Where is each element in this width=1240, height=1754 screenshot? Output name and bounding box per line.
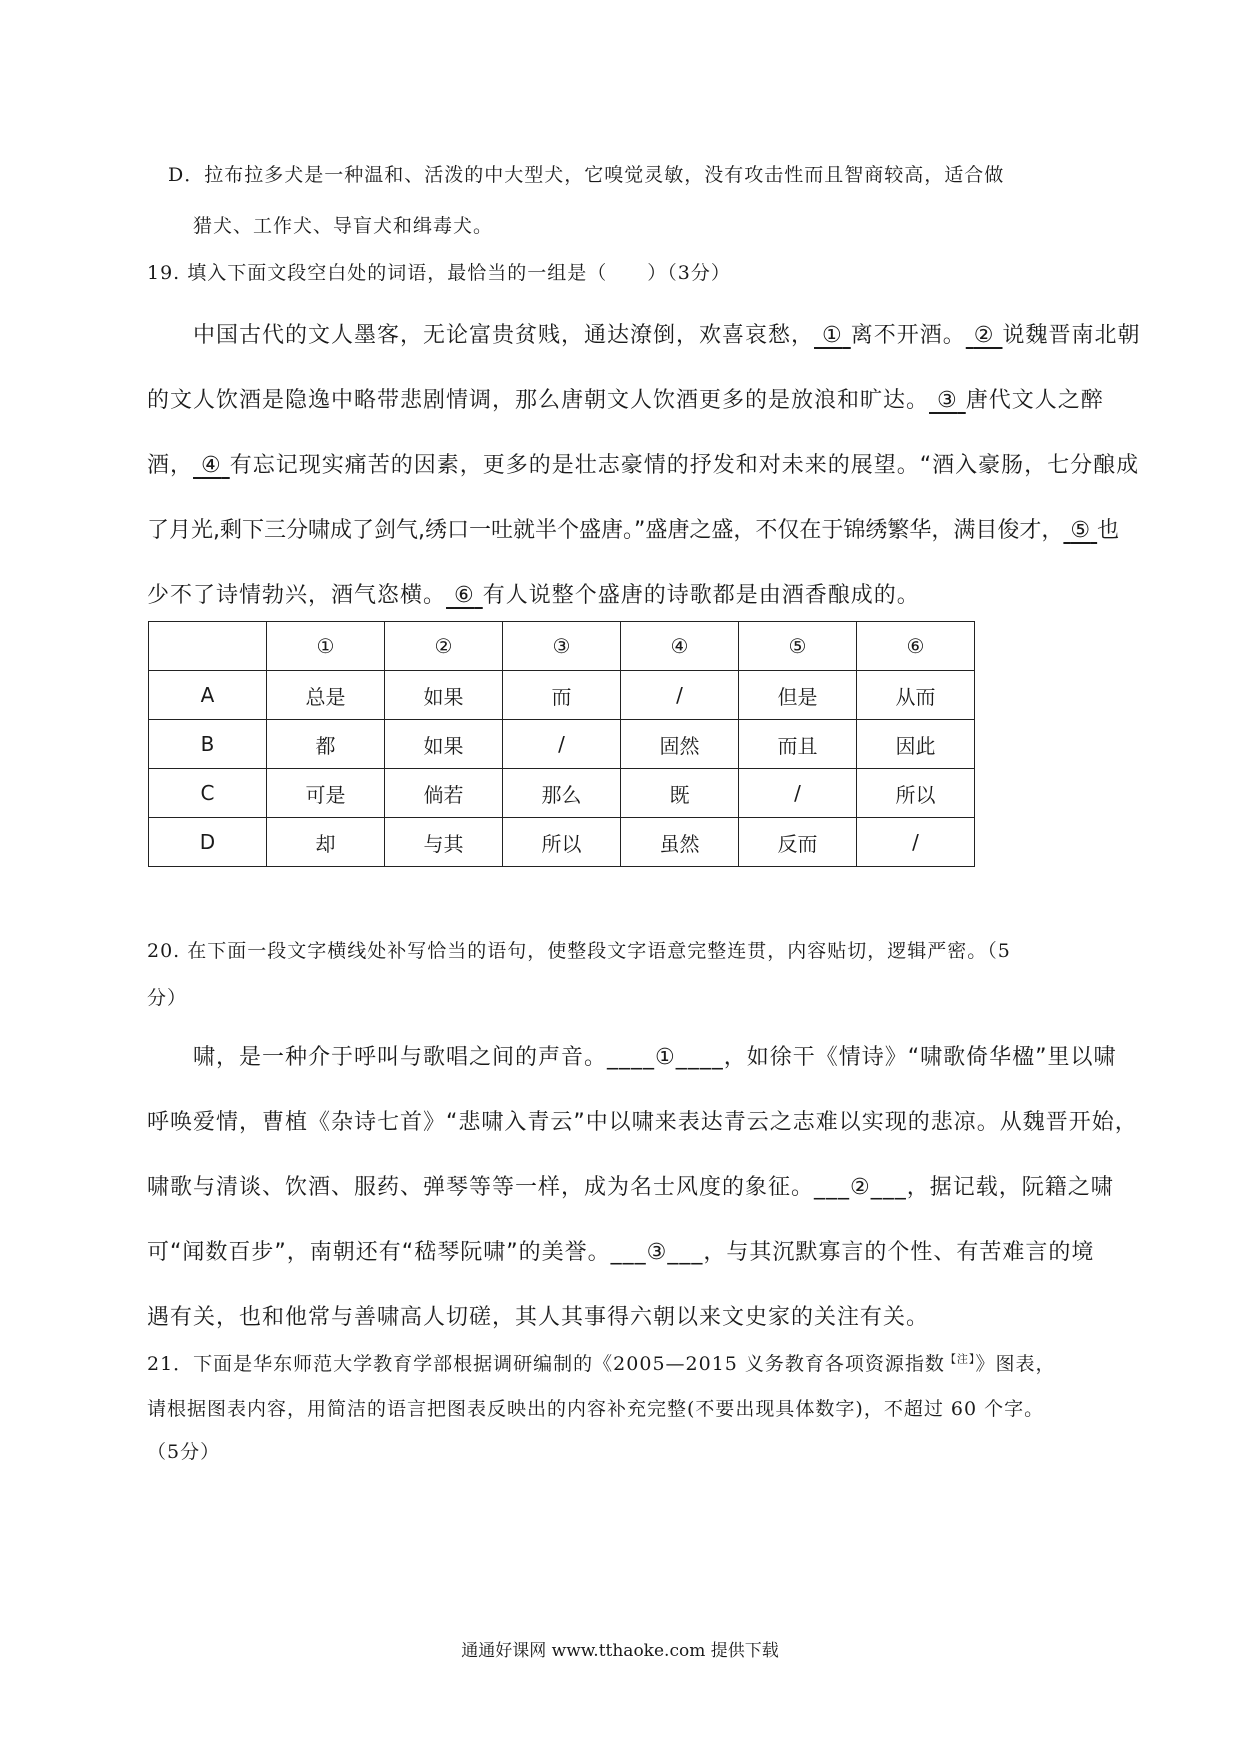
q20-text: 啸歌与清谈、饮酒、服药、弹琴等等一样，成为名士风度的象征。 — [147, 1175, 815, 1200]
q19-text: 也 — [1097, 518, 1120, 543]
q19-passage-line2 — [147, 383, 1104, 414]
q18-option-d-line2: 猎犬、工作犬、导盲犬和缉毒犬。 — [193, 215, 494, 237]
q21-text: 》图表， — [975, 1353, 1056, 1375]
table-cell: 虽然 — [621, 818, 739, 867]
q20-blank-2: ___②___ — [814, 1175, 907, 1200]
blank-number: ① — [822, 323, 843, 348]
table-cell: C — [149, 769, 267, 818]
table-cell: 都 — [267, 720, 385, 769]
q20-text: 可“闻数百步”，南朝还有“嵇琴阮啸”的美誉。 — [147, 1240, 611, 1265]
table-cell: 所以 — [857, 769, 975, 818]
q18-option-d-line1: D．拉布拉多犬是一种温和、活泼的中大型犬，它嗅觉灵敏，没有攻击性而且智商较高，适合做 — [168, 164, 1005, 186]
q19-blank-2 — [966, 323, 1003, 348]
table-cell: 却 — [267, 818, 385, 867]
table-cell: 倘若 — [385, 769, 503, 818]
q20-stem-line1: 20. 在下面一段文字横线处补写恰当的语句，使整段文字语意完整连贯，内容贴切，逻辑严密。（5 — [147, 940, 1011, 962]
q21-stem-line2: 请根据图表内容，用简洁的语言把图表反映出的内容补充完整(不要出现具体数字)，不超过 60 个字。 — [147, 1398, 1045, 1420]
q19-options-table — [148, 621, 975, 867]
q20-text: ，据记载，阮籍之啸 — [906, 1175, 1114, 1200]
q19-blank-6 — [446, 583, 483, 608]
q19-text: 酒， — [147, 453, 194, 478]
table-cell: D — [149, 818, 267, 867]
table-cell: ③ — [503, 622, 621, 671]
q19-passage-line4 — [147, 513, 1119, 544]
table-row — [149, 818, 975, 867]
table-cell: 与其 — [385, 818, 503, 867]
q20-text: 啸，是一种介于呼叫与歌唱之间的声音。 — [193, 1045, 608, 1070]
q19-text: 有忘记现实痛苦的因素，更多的是壮志豪情的抒发和对未来的展望。“酒入豪肠，七分酿成 — [229, 453, 1140, 478]
table-cell: / — [739, 769, 857, 818]
q19-text: 有人说整个盛唐的诗歌都是由酒香酿成的。 — [482, 583, 920, 608]
table-cell: ① — [267, 622, 385, 671]
q20-text: ，如徐干《情诗》“啸歌倚华楹”里以啸 — [723, 1045, 1117, 1070]
table-row — [149, 671, 975, 720]
table-cell: 反而 — [739, 818, 857, 867]
q20-passage-line1 — [193, 1040, 1117, 1071]
q19-text: 离不开酒。 — [850, 323, 966, 348]
table-cell: 可是 — [267, 769, 385, 818]
q20-passage-line4 — [147, 1235, 1094, 1266]
table-cell: 所以 — [503, 818, 621, 867]
q19-text: 的文人饮酒是隐逸中略带悲剧情调，那么唐朝文人饮酒更多的是放浪和旷达。 — [147, 388, 930, 413]
table-cell: 而 — [503, 671, 621, 720]
q20-blank-1: ____①____ — [607, 1045, 724, 1070]
table-cell: 如果 — [385, 720, 503, 769]
q19-blank-3 — [929, 388, 966, 413]
table-header-row — [149, 622, 975, 671]
q19-passage-line1 — [193, 318, 1141, 349]
blank-number: ⑤ — [1070, 518, 1091, 543]
q21-stem-line1 — [147, 1349, 1055, 1376]
table-row — [149, 769, 975, 818]
table-cell: 但是 — [739, 671, 857, 720]
q19-passage-line3 — [147, 448, 1139, 479]
note-marker: 【注】 — [944, 1352, 976, 1366]
q19-text: 少不了诗情勃兴，酒气恣横。 — [147, 583, 447, 608]
table-cell: / — [857, 818, 975, 867]
q20-blank-3: ___③___ — [610, 1240, 704, 1265]
blank-number: ③ — [937, 388, 958, 413]
table-cell: 既 — [621, 769, 739, 818]
blank-number: ② — [973, 323, 995, 348]
table-cell: B — [149, 720, 267, 769]
q20-passage-line5: 遇有关，也和他常与善啸高人切磋，其人其事得六朝以来文史家的关注有关。 — [147, 1305, 930, 1330]
table-cell: ② — [385, 622, 503, 671]
q19-text: 唐代文人之醉 — [965, 388, 1104, 413]
q20-passage-line3 — [147, 1170, 1114, 1201]
table-cell: 固然 — [621, 720, 739, 769]
q19-text: 说魏晋南北朝 — [1002, 323, 1141, 348]
table-cell: A — [149, 671, 267, 720]
q19-text: 了月光,剩下三分啸成了剑气,绣口一吐就半个盛唐。”盛唐之盛，不仅在于锦绣繁华，满目俊才， — [147, 518, 1064, 543]
table-cell: ⑥ — [857, 622, 975, 671]
table-cell: / — [503, 720, 621, 769]
table-cell: / — [621, 671, 739, 720]
q20-stem-line2: 分） — [147, 987, 188, 1009]
page-footer: 通通好课网 www.tthaoke.com 提供下载 — [461, 1641, 779, 1661]
q19-blank-5 — [1063, 518, 1097, 543]
q19-text: 中国古代的文人墨客，无论富贵贫贱，通达潦倒，欢喜哀愁， — [193, 323, 815, 348]
table-cell: 而且 — [739, 720, 857, 769]
q19-blank-1 — [814, 323, 851, 348]
table-cell: 总是 — [267, 671, 385, 720]
q19-stem: 19. 填入下面文段空白处的词语，最恰当的一组是（ ）（3分） — [147, 262, 731, 284]
table-cell — [149, 622, 267, 671]
table-cell: ⑤ — [739, 622, 857, 671]
q20-text: ，与其沉默寡言的个性、有苦难言的境 — [703, 1240, 1095, 1265]
q21-text: 21．下面是华东师范大学教育学部根据调研编制的《2005—2015 义务教育各项资源指数 — [147, 1353, 945, 1375]
table-cell: 因此 — [857, 720, 975, 769]
table-cell: 如果 — [385, 671, 503, 720]
table-cell: 那么 — [503, 769, 621, 818]
blank-number: ④ — [201, 453, 222, 478]
table-cell: 从而 — [857, 671, 975, 720]
q20-passage-line2: 呼唤爱情，曹植《杂诗七首》“悲啸入青云”中以啸来表达青云之志难以实现的悲凉。从魏晋开始， — [147, 1110, 1138, 1135]
blank-number: ⑥ — [454, 583, 475, 608]
table-cell: ④ — [621, 622, 739, 671]
q19-passage-line5 — [147, 578, 920, 609]
q19-blank-4 — [193, 453, 230, 478]
table-row — [149, 720, 975, 769]
q21-stem-line3: （5分） — [147, 1441, 221, 1463]
